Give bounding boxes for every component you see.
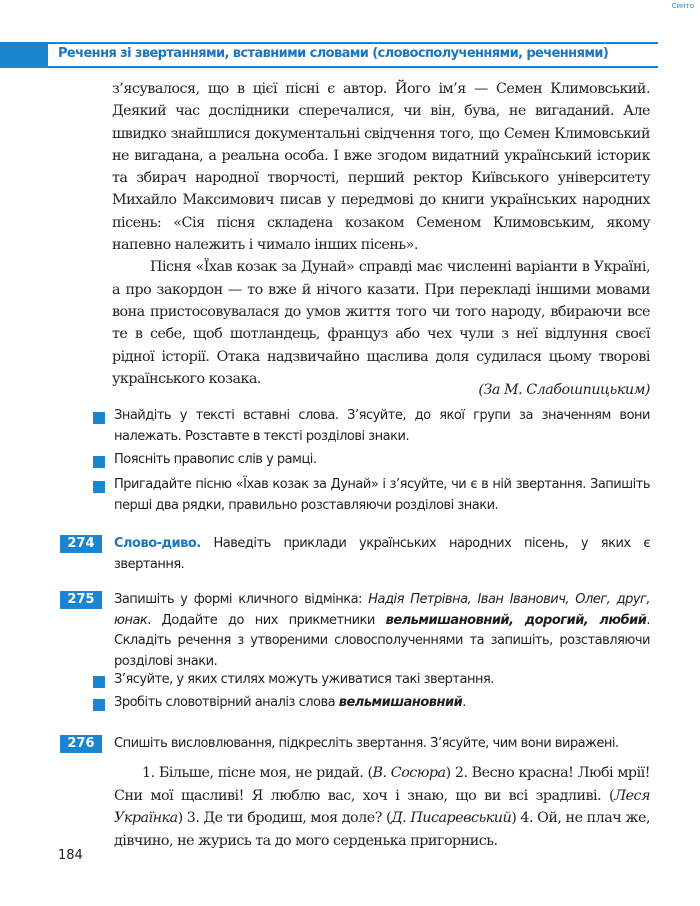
task-item xyxy=(114,450,650,471)
task-text: Поясніть правопис слів у рамці. xyxy=(114,452,317,467)
exercise-text: Спишіть висловлювання, підкресліть звертання. З’ясуйте, чим вони виражені. xyxy=(114,736,619,751)
exercise-275 xyxy=(114,590,650,672)
header-accent-block xyxy=(0,44,48,66)
task-text: Пригадайте пісню «Їхав козак за Дунай» і з’ясуйте, чи є в ній звертання. Запишіть перші два рядки, правильно розставляючи розділові знаки. xyxy=(114,477,650,513)
task-item xyxy=(114,693,650,714)
exercise-276 xyxy=(114,734,650,755)
task-marker-icon xyxy=(93,456,105,468)
example-text: ) 4. Ой, не плач же, дівчино, не журись та до мого серденька пригорнись. xyxy=(114,810,650,849)
exercise-text: . Складіть речення з утвореними словосполученнями та запишіть, розставляючи розділові знаки. xyxy=(114,612,651,669)
passage-paragraph: Пісня «Їхав козак за Дунай» справді має численні варіанти в Україні, а про закордон — то вже й нічого казати. При перекладі іншими мовами вона пристосовувалася до умов життя того чи того народу, вбираючи все те в себе, щоб шотландець, француз або чех чули з неї відлуння своєї рідної історії. Отака надзвичайно щаслива доля судилася цьому творові українського козака. xyxy=(112,259,650,387)
page-number: 184 xyxy=(58,848,83,863)
exercise-number-badge: 275 xyxy=(60,591,102,609)
task-marker-icon xyxy=(93,699,105,711)
exercise-number-badge: 276 xyxy=(60,735,102,753)
exercise-text: Запишіть у формі кличного відмінка: xyxy=(114,592,369,607)
task-marker-icon xyxy=(93,481,105,493)
passage-source: (За М. Слабошпицьким) xyxy=(478,382,650,398)
exercise-text: . Додайте до них прикметники xyxy=(147,612,386,628)
exercise-number-badge: 274 xyxy=(60,535,102,553)
exercise-text: Наведіть приклади українських народних пісень, у яких є звертання. xyxy=(114,536,650,572)
exercise-examples xyxy=(114,762,650,852)
passage-paragraph: з’ясувалося, що в цієї пісні є автор. Його ім’я — Семен Климовський. Деякий час дослідники сперечалися, чи він, бува, не вигаданий. Але швидко знайшлися документальні свідчення того, що Семен Климовський не вигадана, а реальна особа. І вже згодом видатний український історик та збирач народної творчості, перший ректор Київського університету Михайло Максимович писав у передмові до книги українських народних пісень: «Сія пісня складена козаком Семеном Климовським, якому напевно належить і чимало інших пісень». xyxy=(112,81,650,254)
task-marker-icon xyxy=(93,412,105,424)
task-word: вельмишановний xyxy=(338,695,463,710)
exercise-lead: Слово-диво. xyxy=(114,536,201,551)
example-text: 1. Більше, пісне моя, не ридай. ( xyxy=(142,765,373,781)
example-text: ) 2. Весно красна! Любі мрії! Сни мої щасливі! Я люблю вас, хоч і знаю, що ви всі зрадливі. ( xyxy=(114,765,650,804)
exercise-adjectives: вельмишановний, дорогий, любий xyxy=(385,612,647,628)
passage-text xyxy=(112,78,650,390)
task-marker-icon xyxy=(93,676,105,688)
task-item xyxy=(114,670,650,691)
task-text: . xyxy=(462,695,466,710)
corner-mark: Синто xyxy=(671,2,694,10)
example-author: Леся Українка xyxy=(114,787,650,826)
exercise-274 xyxy=(114,534,650,575)
task-text: З’ясуйте, у яких стилях можуть уживатися такі звертання. xyxy=(114,672,494,687)
task-text: Знайдіть у тексті вставні слова. З’ясуйте, до якої групи за значенням вони належать. Розставте в тексті розділові знаки. xyxy=(114,408,650,444)
example-text: ) 3. Де ти бродиш, моя доле? ( xyxy=(177,810,392,826)
task-text: Зробіть словотвірний аналіз слова xyxy=(114,695,339,710)
example-author: Д. Писаревський xyxy=(391,810,512,826)
section-title: Речення зі звертаннями, вставними словами (словосполученнями, реченнями) xyxy=(58,46,609,61)
task-item xyxy=(114,406,650,447)
section-header xyxy=(0,42,658,68)
task-item xyxy=(114,475,650,516)
exercise-names: Надія Петрівна, Іван Іванович, Олег, друг, юнак xyxy=(114,592,650,628)
example-author: В. Сосюра xyxy=(372,765,446,781)
